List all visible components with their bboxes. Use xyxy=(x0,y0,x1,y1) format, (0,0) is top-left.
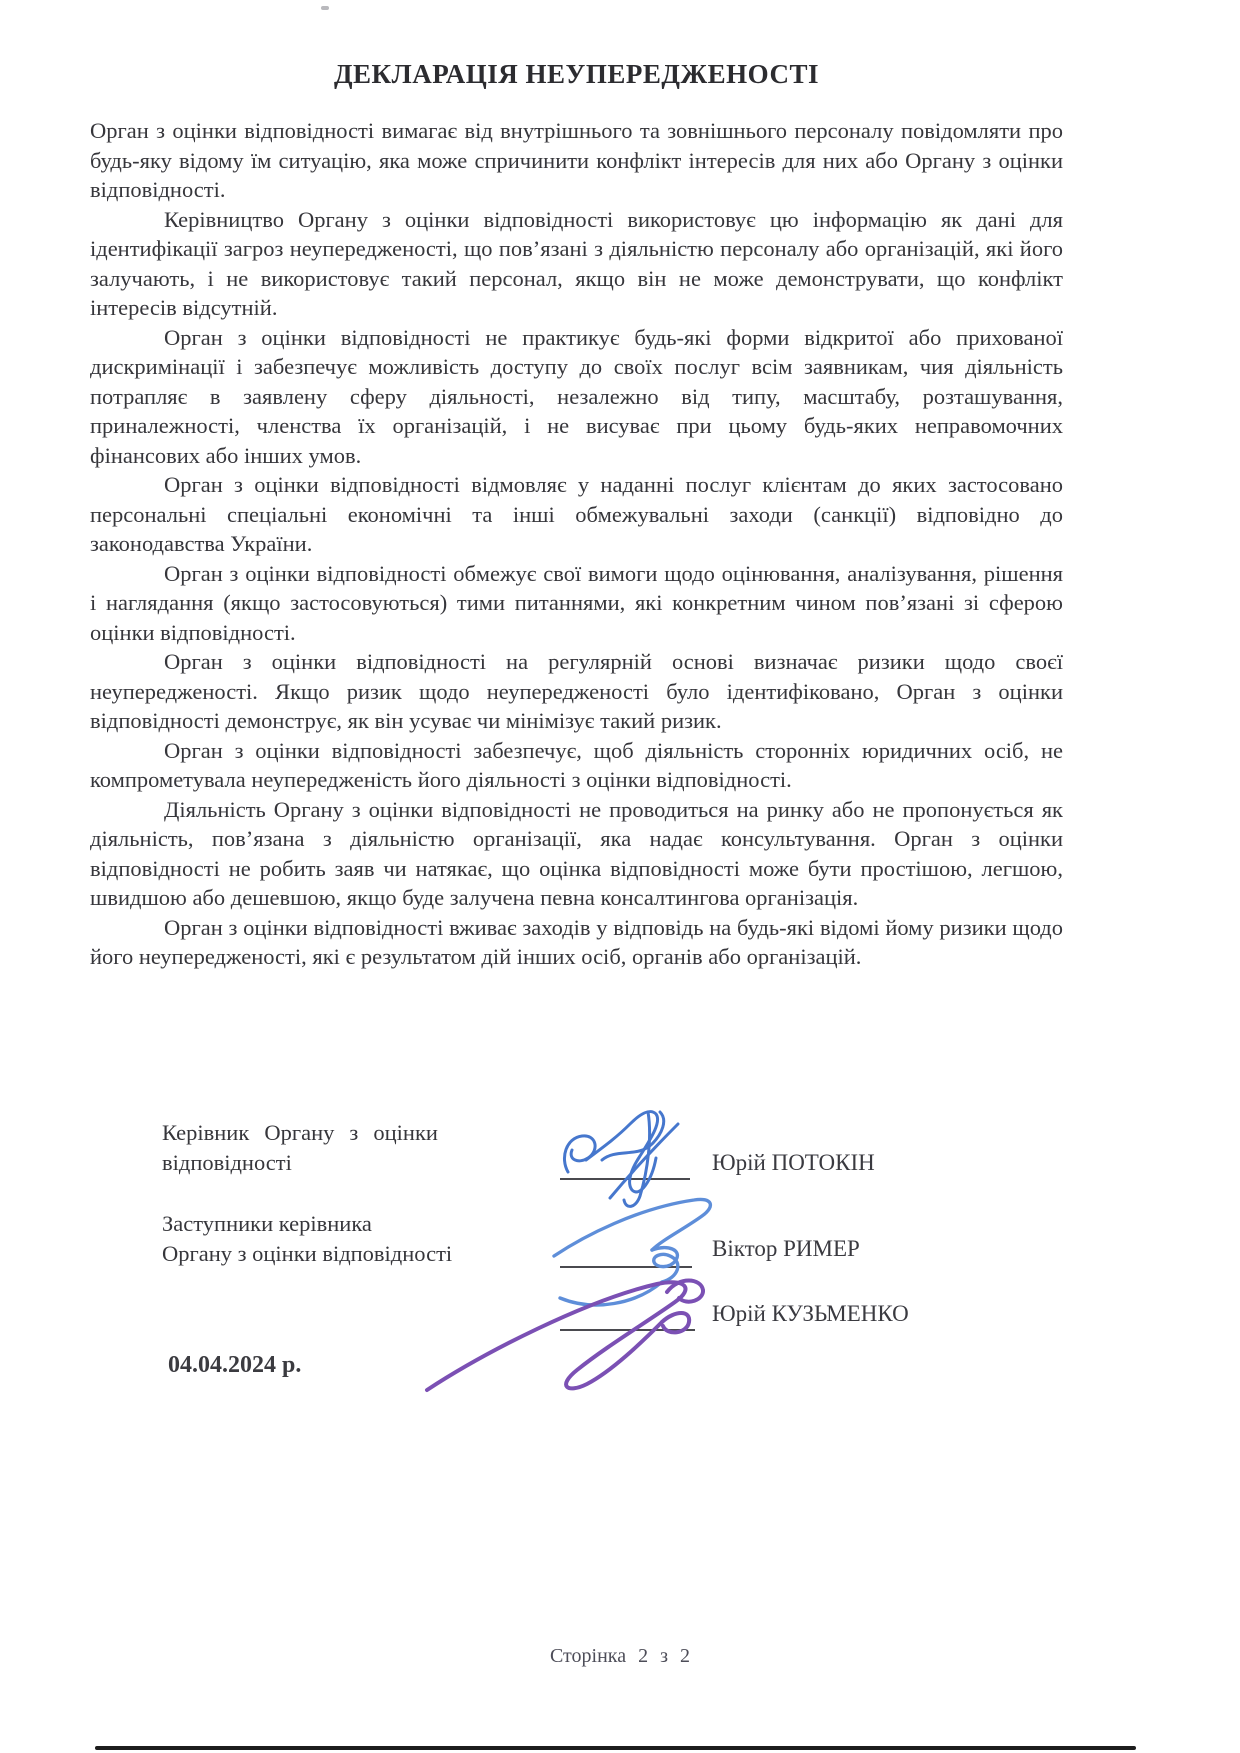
deputy-role-label xyxy=(162,1209,542,1268)
scan-artifact xyxy=(321,6,329,10)
paragraph-7: Орган з оцінки відповідності забезпечує, щоб діяльність сторонніх юридичних осіб, не компрометувала неупередженість його діяльності з оцінки відповідності. xyxy=(90,737,1063,792)
signature-line-3 xyxy=(560,1329,695,1331)
document-date: 04.04.2024 р. xyxy=(168,1352,302,1378)
paragraph-2: Керівництво Органу з оцінки відповідності використовує цю інформацію як дані для ідентифікації загроз неупередженості, що пов’язані з діяльністю персоналу або організацій, які його залучають, і не використовує такий персонал, якщо він не може демонструвати, що конфлікт інтересів відсутній. xyxy=(90,206,1063,320)
signatory-name-potokin: Юрій ПОТОКІН xyxy=(712,1150,875,1175)
head-role-label xyxy=(162,1118,507,1177)
scan-edge-line xyxy=(95,1746,1136,1750)
head-role-line1: Керівник Органу з оцінки xyxy=(162,1120,438,1145)
signatory-name-rymer: Віктор РИМЕР xyxy=(712,1236,860,1261)
head-role-line2: відповідності xyxy=(162,1149,292,1175)
page-footer: Сторінка 2 з 2 xyxy=(549,1645,690,1667)
page-title: ДЕКЛАРАЦІЯ НЕУПЕРЕДЖЕНОСТІ xyxy=(333,59,820,89)
paragraph-9: Орган з оцінки відповідності вживає заходів у відповідь на будь-які відомі йому ризики щодо його неупередженості, які є результатом дій інших осіб, органів або організацій. xyxy=(90,914,1063,969)
signature-scribble-potokin xyxy=(552,1098,712,1216)
paragraph-1: Орган з оцінки відповідності вимагає від внутрішнього та зовнішнього персоналу повідомляти про будь-яку відому їм ситуацію, яка може спричинити конфлікт інтересів для них або Органу з оцінки відповідності. xyxy=(90,118,1063,202)
signature-scribble-kuzmenko xyxy=(415,1268,725,1433)
deputy-role-line1: Заступники керівника xyxy=(162,1211,372,1236)
document-body xyxy=(90,56,1063,972)
paragraph-6: Орган з оцінки відповідності на регулярній основі визначає ризики щодо своєї неупередженості. Якщо ризик щодо неупередженості було ідентифіковано, Орган з оцінки відповідності демонструє, як він усуває чи мінімізує такий ризик. xyxy=(90,649,1063,733)
paragraph-8: Діяльність Органу з оцінки відповідності не проводиться на ринку або не пропонується як діяльність, пов’язана з діяльністю організації, яка надає консультування. Орган з оцінки відповідності не робить заяв чи натякає, що оцінка відповідності може бути простішою, легшою, швидшою або дешевшою, якщо буде залучена певна консалтингова організація. xyxy=(90,796,1063,910)
paragraph-4: Орган з оцінки відповідності відмовляє у наданні послуг клієнтам до яких застосовано персональні спеціальні економічні та інші обмежувальні заходи (санкції) відповідно до законодавства України. xyxy=(90,472,1063,556)
deputy-role-line2: Органу з оцінки відповідності xyxy=(162,1240,453,1266)
paragraph-5: Орган з оцінки відповідності обмежує свої вимоги щодо оцінювання, аналізування, рішення і наглядання (якщо застосовуються) тими питаннями, які конкретним чином пов’язані зі сферою оцінки відповідності. xyxy=(90,560,1063,645)
signatory-name-kuzmenko: Юрій КУЗЬМЕНКО xyxy=(712,1301,909,1326)
signature-line-2 xyxy=(560,1266,692,1268)
paragraph-3: Орган з оцінки відповідності не практикує будь-які форми відкритої або прихованої дискримінації і забезпечує можливість доступу до своїх послуг всім заявникам, чия діяльність потрапляє в заявлену сферу діяльності, незалежно від типу, масштабу, розташування, приналежності, членства їх організацій, і не висуває при цьому будь-яких неправомочних фінансових або інших умов. xyxy=(90,324,1063,468)
signature-line-1 xyxy=(560,1178,690,1180)
